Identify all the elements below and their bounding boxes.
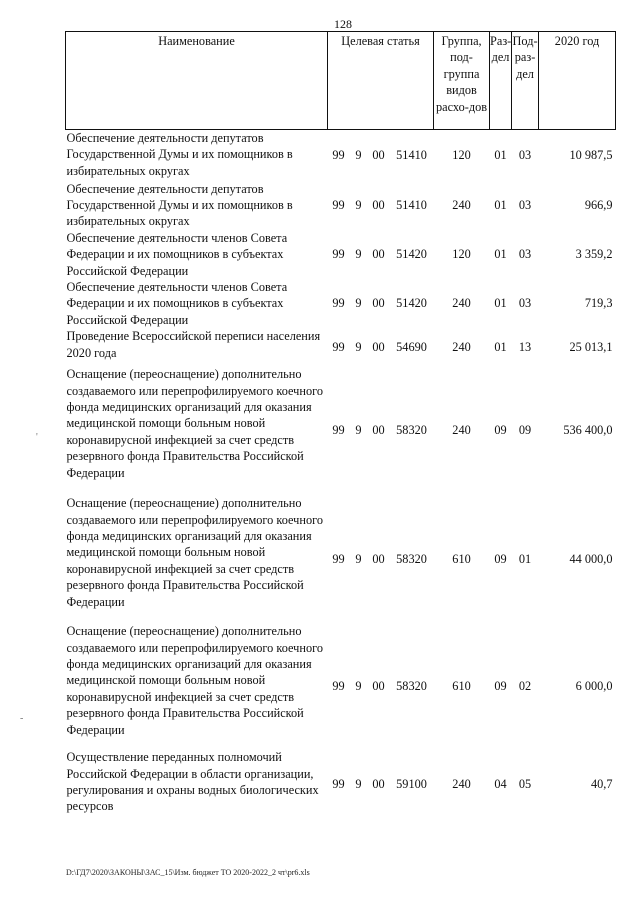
- target-code-direction: 58320: [396, 423, 427, 438]
- section-code: 01: [494, 247, 507, 262]
- target-code-main: 00: [372, 678, 385, 693]
- table-row: [66, 328, 616, 366]
- target-code-subprogram: 9: [355, 296, 362, 311]
- expense-group: 240: [452, 296, 471, 311]
- target-code-subprogram: 9: [355, 423, 362, 438]
- footer-file-path: D:\ГД7\2020\ЗАКОНЫ\ЗАС_15\Изм. бюджет ТО 2020-2022_2 чт\pr6.xls: [66, 868, 310, 877]
- row-name: Обеспечение деятельности депутатов Государственной Думы и их помощников в избирательных округах: [66, 181, 293, 229]
- target-code-program: 99: [332, 339, 345, 354]
- amount-2020: 536 400,0: [563, 423, 613, 438]
- section-code: 01: [494, 296, 507, 311]
- budget-table: [65, 31, 616, 819]
- target-code-main: 00: [372, 296, 385, 311]
- amount-2020: 10 987,5: [569, 148, 613, 163]
- target-code-program: 99: [332, 148, 345, 163]
- target-code-direction: 51410: [396, 148, 427, 163]
- subsection-code: 13: [518, 339, 532, 354]
- row-name: Обеспечение деятельности членов Совета Федерации и их помощников в субъектах Российской Федерации: [66, 230, 288, 278]
- target-code-direction: 51420: [396, 247, 427, 262]
- section-code: 01: [494, 148, 507, 163]
- amount-2020: 44 000,0: [569, 551, 613, 566]
- subsection-code: 01: [518, 551, 532, 566]
- subsection-code: 03: [518, 247, 532, 262]
- table-header-row: [66, 32, 616, 130]
- target-code-main: 00: [372, 423, 385, 438]
- target-code-direction: 58320: [396, 678, 427, 693]
- amount-2020: 25 013,1: [569, 339, 613, 354]
- target-code-direction: 59100: [396, 776, 427, 791]
- target-code-main: 00: [372, 247, 385, 262]
- target-code-direction: 54690: [396, 339, 427, 354]
- table-row: [66, 279, 616, 328]
- scan-mark: -: [20, 713, 24, 724]
- target-code-program: 99: [332, 678, 345, 693]
- table-row: [66, 181, 616, 230]
- page-number: 128: [334, 17, 352, 31]
- table-row: [66, 749, 616, 819]
- header-subsection: Под-раз-дел: [512, 32, 539, 130]
- target-code-program: 99: [332, 423, 345, 438]
- table-row: [66, 495, 616, 623]
- header-year: 2020 год: [539, 32, 616, 130]
- target-code-main: 00: [372, 776, 385, 791]
- target-code-subprogram: 9: [355, 678, 362, 693]
- subsection-code: 02: [518, 678, 532, 693]
- subsection-code: 05: [518, 776, 532, 791]
- table-row: [66, 366, 616, 495]
- row-name: Обеспечение деятельности депутатов Государственной Думы и их помощников в избирательных округах: [66, 131, 293, 178]
- target-code-program: 99: [332, 247, 345, 262]
- subsection-code: 09: [518, 423, 532, 438]
- target-code-direction: 51410: [396, 197, 427, 212]
- expense-group: 240: [452, 339, 471, 354]
- target-code-program: 99: [332, 776, 345, 791]
- expense-group: 120: [452, 148, 471, 163]
- target-code-main: 00: [372, 197, 385, 212]
- expense-group: 610: [452, 678, 471, 693]
- section-code: 09: [494, 551, 507, 566]
- amount-2020: 719,3: [584, 296, 613, 311]
- header-target-article: Целевая статья: [328, 32, 434, 130]
- target-code-subprogram: 9: [355, 247, 362, 262]
- target-code-program: 99: [332, 296, 345, 311]
- row-name: Оснащение (переоснащение) дополнительно создаваемого или перепрофилируемого коечного фонда медицинских организаций для оказания медицинской помощи больным новой коронавирусной инфекцией за счет средств резервного фонда Правительства Российской Федерации: [66, 496, 323, 609]
- row-name: Проведение Всероссийской переписи населения 2020 года: [66, 329, 321, 360]
- amount-2020: 3 359,2: [575, 247, 613, 262]
- target-code-main: 00: [372, 551, 385, 566]
- target-code-main: 00: [372, 148, 385, 163]
- table-row: [66, 130, 616, 181]
- section-code: 01: [494, 339, 507, 354]
- section-code: 09: [494, 423, 507, 438]
- target-code-main: 00: [372, 339, 385, 354]
- header-section: Раз-дел: [490, 32, 512, 130]
- target-code-direction: 58320: [396, 551, 427, 566]
- expense-group: 240: [452, 776, 471, 791]
- row-name: Осуществление переданных полномочий Российской Федерации в области организации, регулирования и охраны водных биологических ресурсов: [66, 750, 319, 814]
- expense-group: 240: [452, 423, 471, 438]
- amount-2020: 6 000,0: [575, 678, 613, 693]
- target-code-direction: 51420: [396, 296, 427, 311]
- target-code-subprogram: 9: [355, 551, 362, 566]
- subsection-code: 03: [518, 148, 532, 163]
- row-name: Оснащение (переоснащение) дополнительно создаваемого или перепрофилируемого коечного фонда медицинских организаций для оказания медицинской помощи больным новой коронавирусной инфекцией за счет средств резервного фонда Правительства Российской Федерации: [66, 367, 323, 480]
- target-code-program: 99: [332, 197, 345, 212]
- scan-mark: ': [36, 432, 38, 443]
- expense-group: 120: [452, 247, 471, 262]
- amount-2020: 966,9: [584, 197, 613, 212]
- expense-group: 240: [452, 197, 471, 212]
- header-name: Наименование: [66, 32, 328, 130]
- target-code-subprogram: 9: [355, 776, 362, 791]
- target-code-subprogram: 9: [355, 148, 362, 163]
- header-group: Группа, под-группа видов расхо-дов: [434, 32, 490, 130]
- table-row: [66, 623, 616, 749]
- row-name: Оснащение (переоснащение) дополнительно создаваемого или перепрофилируемого коечного фонда медицинских организаций для оказания медицинской помощи больным новой коронавирусной инфекцией за счет средств резервного фонда Правительства Российской Федерации: [66, 624, 323, 737]
- section-code: 09: [494, 678, 507, 693]
- row-name: Обеспечение деятельности членов Совета Федерации и их помощников в субъектах Российской Федерации: [66, 279, 288, 327]
- section-code: 01: [494, 197, 507, 212]
- table-row: [66, 230, 616, 279]
- target-code-subprogram: 9: [355, 339, 362, 354]
- subsection-code: 03: [518, 197, 532, 212]
- expense-group: 610: [452, 551, 471, 566]
- amount-2020: 40,7: [591, 776, 613, 791]
- section-code: 04: [494, 776, 507, 791]
- target-code-program: 99: [332, 551, 345, 566]
- subsection-code: 03: [518, 296, 532, 311]
- target-code-subprogram: 9: [355, 197, 362, 212]
